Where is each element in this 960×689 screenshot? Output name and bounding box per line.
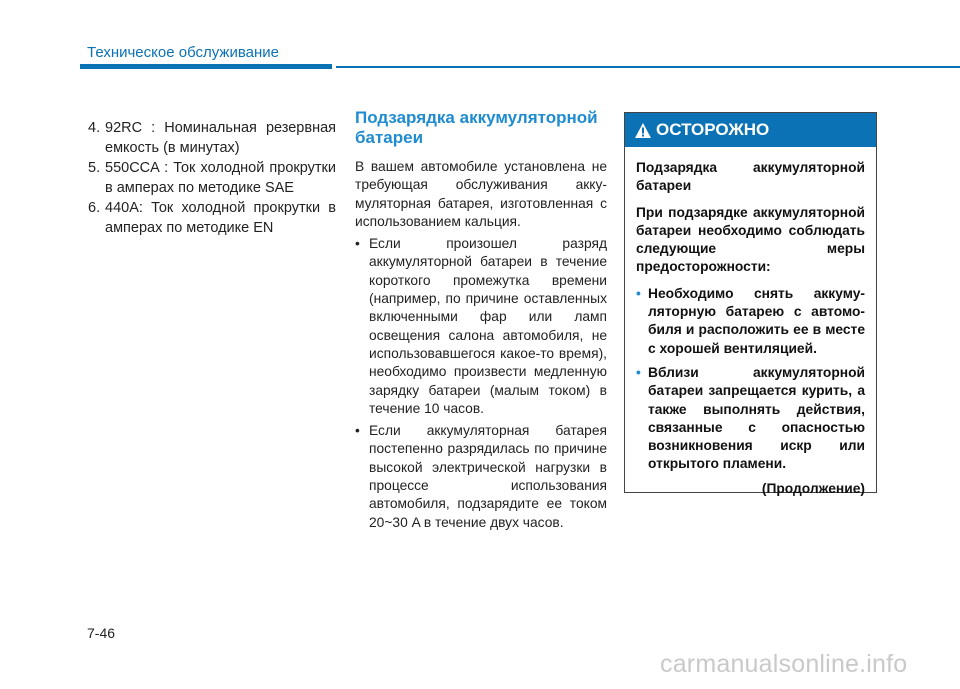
charging-section (355, 108, 607, 532)
spec-number: 5. (88, 160, 101, 176)
list-item-text: Необходимо снять аккуму-ляторную батарею с автомо-биля и расположить ее в месте с хорошей вентиляцией. (648, 285, 865, 356)
bullet-dot: • (636, 285, 641, 301)
list-item (355, 422, 607, 532)
spec-number: 6. (88, 200, 101, 216)
caution-box (624, 112, 877, 496)
caution-title: ОСТОРОЖНО (656, 120, 770, 139)
charging-intro: В вашем автомобиле установлена не требующая обслуживания акку-муляторная батарея, изготовленная с использованием кальция. (355, 159, 607, 229)
battery-spec-list (88, 118, 336, 238)
bullet-dot: • (636, 364, 641, 380)
spec-item (88, 158, 336, 198)
list-item (355, 235, 607, 418)
caution-intro: При подзарядке аккумуляторной батареи необходимо соблюдать следующие меры предосторожности: (636, 204, 865, 275)
bullet-dot: • (355, 423, 360, 439)
list-item (636, 285, 865, 358)
spec-number: 4. (88, 120, 101, 136)
spec-text: 440A: Ток холодной прокрутки в амперах по методике EN (105, 200, 336, 236)
spec-item (88, 198, 336, 238)
continued-label: (Продолжение) (761, 480, 865, 496)
warning-triangle-icon (635, 123, 651, 138)
spec-item (88, 118, 336, 158)
list-item (636, 364, 865, 474)
spec-text: 550CCA : Ток холодной прокрутки в амперах по методике SAE (105, 160, 336, 196)
section-title: Техническое обслуживание (87, 44, 279, 61)
header-rule-accent (80, 64, 332, 69)
watermark: carmanualsonline.info (660, 650, 908, 678)
caution-header (625, 113, 876, 147)
page-number: 7-46 (87, 625, 116, 641)
list-item-text: Вблизи аккумуляторной батареи запрещается курить, а также выполнять действия, связанные с опасностью возникновения искр или открытого пламени. (648, 364, 865, 472)
list-item-text: Если аккумуляторная батарея постепенно разрядилась по причине высокой электрической нагрузки в процессе использования автомобиля, подзарядите ее током 20~30 A в течение двух часов. (369, 423, 607, 530)
list-item-text: Если произошел разряд аккумуляторной батареи в течение короткого промежутка времени (например, по причине оставленных включенными фар или ламп освещения салона автомобиля, не использовавшегося какое-то время), необходимо произвести медленную зарядку батареи (малым током) в течение 10 часов. (369, 236, 607, 416)
bullet-dot: • (355, 236, 360, 252)
header-rule (336, 66, 960, 68)
charging-heading: Подзарядка аккумуляторной батареи (355, 108, 598, 147)
caution-subtitle: Подзарядка аккумуляторной батареи (636, 160, 865, 194)
spec-text: 92RC : Номинальная резервная емкость (в минутах) (105, 120, 336, 156)
caution-body (625, 147, 876, 498)
